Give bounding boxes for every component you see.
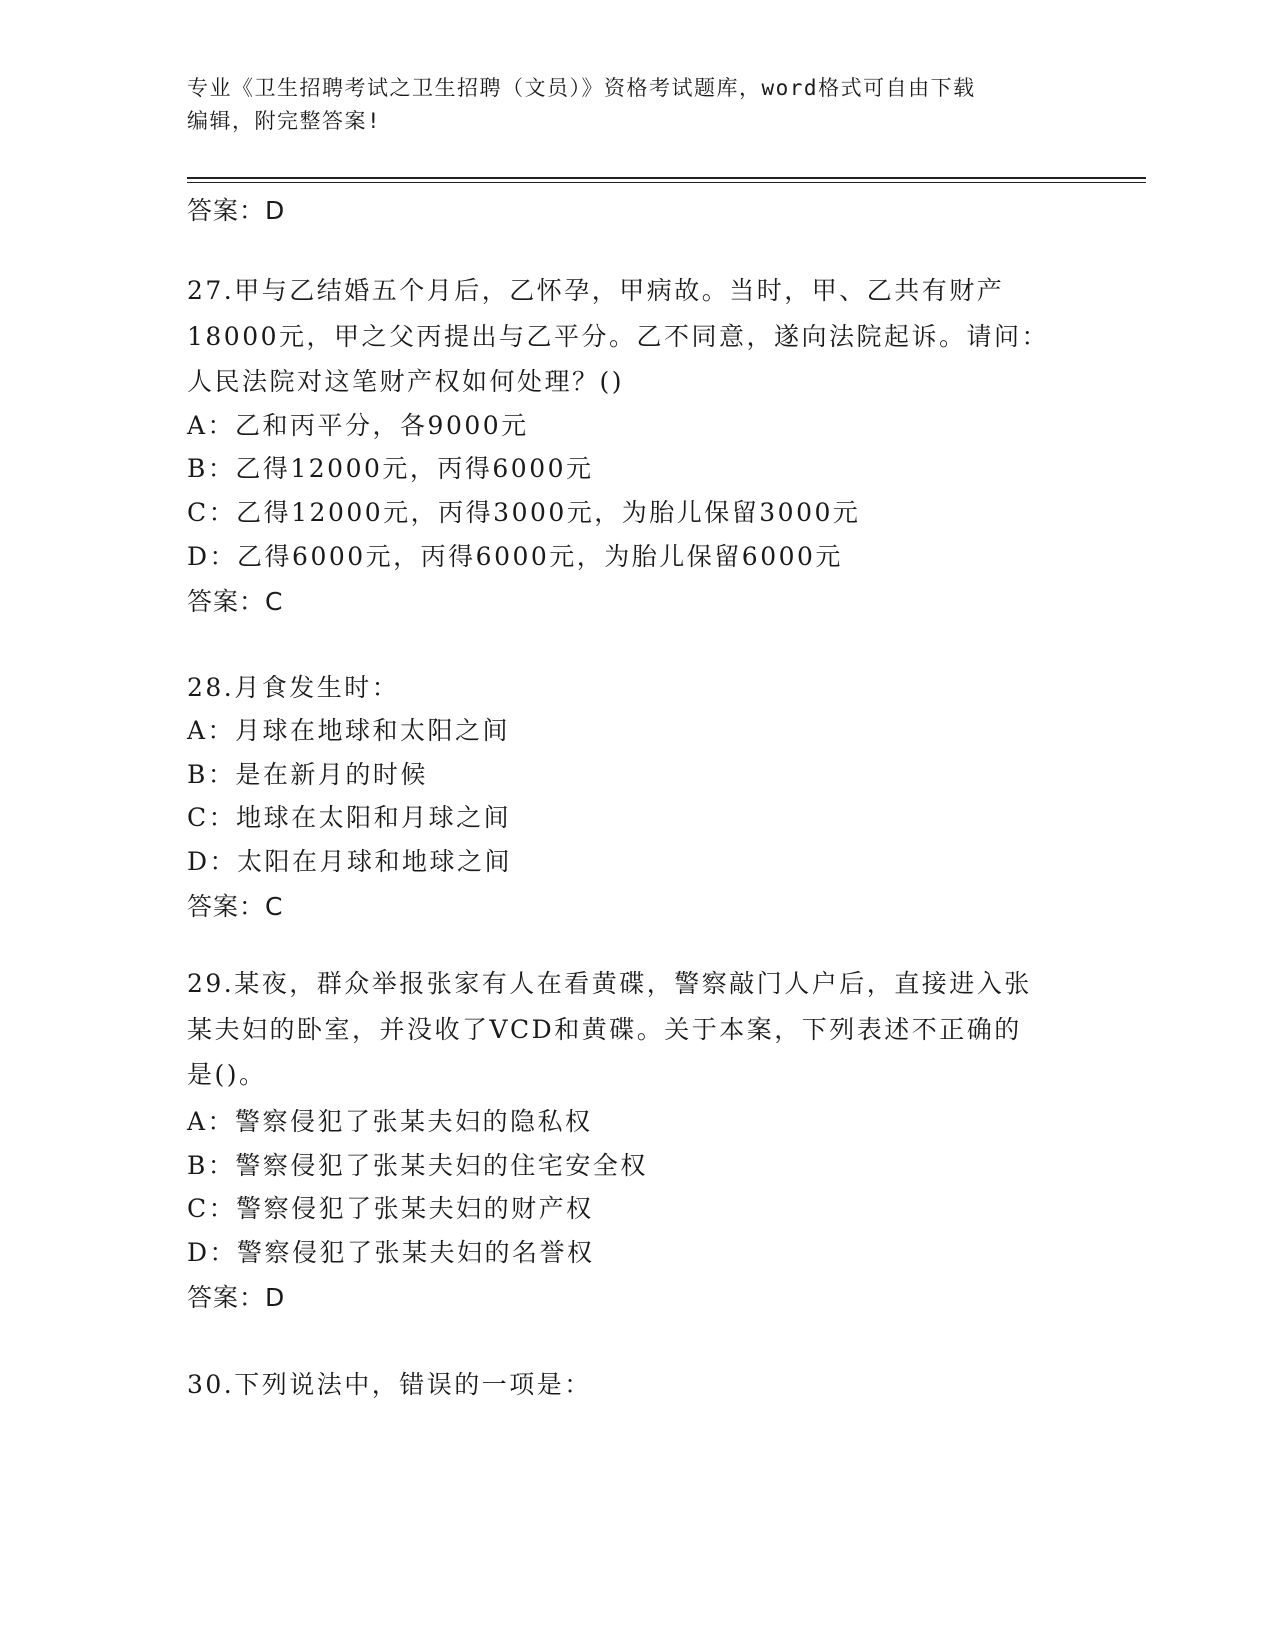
question-28-option-c: C：地球在太阳和月球之间 (187, 803, 512, 832)
question-28-option-b: B：是在新月的时候 (187, 760, 428, 789)
question-28-option-d: D：太阳在月球和地球之间 (187, 847, 513, 876)
header-rule-thick (187, 177, 1146, 179)
question-29-line-1: 29.某夜，群众举报张家有人在看黄碟，警察敲门人户后，直接进入张 (187, 969, 1032, 998)
document-header (187, 72, 1087, 138)
question-27-option-b: B：乙得12000元，丙得6000元 (187, 454, 594, 483)
header-line-1: 专业《卫生招聘考试之卫生招聘（文员）》资格考试题库，word格式可自由下载 (187, 76, 976, 100)
header-rule-thin (187, 182, 1146, 183)
question-27-line-1: 27.甲与乙结婚五个月后，乙怀孕，甲病故。当时，甲、乙共有财产 (187, 276, 1005, 305)
question-27-option-d: D：乙得6000元，丙得6000元，为胎儿保留6000元 (187, 542, 843, 571)
question-27 (187, 268, 1087, 405)
question-29-answer: 答案：D (187, 1283, 286, 1312)
question-29 (187, 961, 1087, 1098)
question-29-line-3: 是()。 (187, 1060, 267, 1089)
header-line-2: 编辑，附完整答案! (187, 109, 382, 133)
question-28-text: 28.月食发生时： (187, 673, 400, 702)
question-27-answer: 答案：C (187, 587, 284, 616)
question-29-option-b: B：警察侵犯了张某夫妇的住宅安全权 (187, 1151, 648, 1180)
question-29-option-a: A：警察侵犯了张某夫妇的隐私权 (187, 1107, 593, 1136)
question-28-option-a: A：月球在地球和太阳之间 (187, 716, 511, 745)
question-28-answer: 答案：C (187, 892, 284, 921)
question-27-option-c: C：乙得12000元，丙得3000元，为胎儿保留3000元 (187, 498, 861, 527)
prev-answer: 答案：D (187, 196, 286, 225)
question-27-line-2: 18000元，甲之父丙提出与乙平分。乙不同意，遂向法院起诉。请问： (187, 321, 1050, 351)
question-29-option-c: C：警察侵犯了张某夫妇的财产权 (187, 1194, 594, 1223)
question-29-option-d: D：警察侵犯了张某夫妇的名誉权 (187, 1238, 595, 1267)
question-30-text: 30.下列说法中，错误的一项是： (187, 1370, 592, 1399)
question-27-option-a: A：乙和丙平分，各9000元 (187, 411, 529, 440)
question-29-line-2: 某夫妇的卧室，并没收了VCD和黄碟。关于本案，下列表述不正确的 (187, 1014, 1022, 1044)
question-27-line-3: 人民法院对这笔财产权如何处理？() (187, 367, 625, 396)
